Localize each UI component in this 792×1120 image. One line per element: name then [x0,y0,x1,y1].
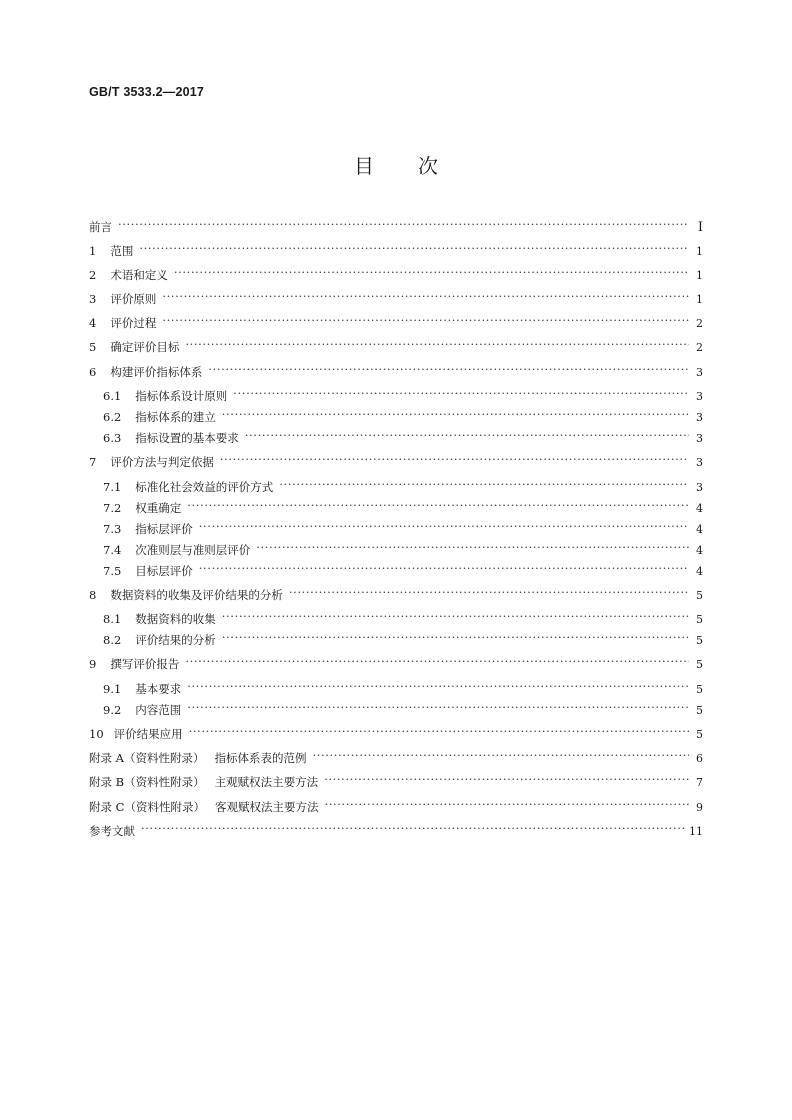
dot-leader [187,680,689,698]
toc-entry[interactable] [103,387,703,405]
toc-entry[interactable] [103,701,703,719]
toc-entry-title: 数据资料的收集 [135,612,216,626]
toc-entry-number: 6.2 [103,410,122,424]
dot-leader [187,701,689,719]
toc-entry-title: 数据资料的收集及评价结果的分析 [110,588,283,602]
dot-leader [174,266,689,284]
toc-entry-number: 8.2 [103,633,122,647]
toc-entry[interactable] [103,429,703,447]
dot-leader [185,655,689,673]
toc-entry[interactable] [89,266,703,284]
dot-leader [118,218,689,236]
toc-entry-title: 评价原则 [110,292,157,306]
toc-entry-number: 7.4 [103,543,122,557]
dot-leader [324,798,689,816]
toc-entry-title: 评价结果应用 [113,727,183,741]
toc-entry[interactable] [103,478,703,496]
toc-entry-page: 3 [696,431,703,445]
toc-entry-title: 指标体系设计原则 [135,389,228,403]
toc-entry[interactable] [89,586,703,604]
toc-entry-number: 6 [89,365,97,379]
toc-entry[interactable] [89,218,703,236]
dot-leader [289,586,689,604]
toc-entry-page: 5 [696,612,703,626]
toc-entry[interactable] [103,562,703,580]
toc-entry-number: 6.1 [103,389,122,403]
toc-entry-page: 3 [696,389,703,403]
toc-entry[interactable] [89,314,703,332]
toc-entry-number: 6.3 [103,431,122,445]
toc-entry-title: 评价结果的分析 [135,633,216,647]
toc-entry-page: 1 [696,292,703,306]
toc-entry-page: 3 [696,455,703,469]
toc-entry-page: 2 [696,340,703,354]
dot-leader [222,631,689,649]
toc-entry-number: 附录 C（资料性附录） [89,800,205,814]
toc-entry-page: 4 [696,501,703,515]
toc-entry-page: 11 [689,824,703,838]
toc-entry-title: 目标层评价 [135,564,193,578]
dot-leader [141,822,685,840]
toc-entry-title: 撰写评价报告 [110,657,180,671]
toc-entry[interactable] [89,749,703,767]
toc-entry-title: 权重确定 [135,501,182,515]
toc-entry-title: 范围 [110,244,134,258]
toc-entry-title: 主观赋权法主要方法 [214,775,319,789]
toc-entry-number: 4 [89,316,97,330]
toc-entry-page: 3 [696,480,703,494]
dot-leader [208,363,689,381]
toc-entry-number: 7.1 [103,480,122,494]
toc-entry-page: 5 [696,727,703,741]
document-code: GB/T 3533.2—2017 [89,85,205,99]
toc-entry-page: 4 [696,522,703,536]
toc-entry-number: 7.3 [103,522,122,536]
toc-entry[interactable] [103,520,703,538]
toc-entry-page: 7 [696,775,703,789]
dot-leader [220,453,689,471]
dot-leader [189,725,689,743]
toc-entry-title: 指标体系表的范例 [214,751,307,765]
dot-leader [139,242,689,260]
dot-leader [199,562,689,580]
dot-leader [185,338,689,356]
dot-leader [312,749,689,767]
toc-entry[interactable] [89,773,703,791]
toc-entry[interactable] [103,541,703,559]
toc-entry-page: 5 [696,588,703,602]
toc-entry-title: 次准则层与准则层评价 [135,543,251,557]
toc-entry-title: 基本要求 [135,682,182,696]
dot-leader [187,499,689,517]
toc-entry-page: 2 [696,316,703,330]
toc-entry[interactable] [89,290,703,308]
toc-entry-number: 2 [89,268,97,282]
toc-entry-number: 9.1 [103,682,122,696]
toc-entry-number: 7 [89,455,97,469]
toc-entry-page: 1 [696,268,703,282]
toc-entry-page: 5 [696,703,703,717]
toc-entry-page: 4 [696,564,703,578]
toc-entry-page: 9 [696,800,703,814]
toc-entry[interactable] [89,242,703,260]
toc-entry-title: 构建评价指标体系 [110,365,203,379]
title-char-left: 目 [354,154,374,178]
toc-entry-page: 3 [696,365,703,379]
toc-entry-number: 1 [89,244,97,258]
dot-leader [162,290,689,308]
toc-entry-number: 9.2 [103,703,122,717]
toc-entry-number: 5 [89,340,97,354]
toc-entry-number: 7.2 [103,501,122,515]
toc-entry-page: 3 [696,410,703,424]
dot-leader [324,773,689,791]
toc-entry-number: 3 [89,292,97,306]
dot-leader [162,314,689,332]
toc-entry-title: 确定评价目标 [110,340,180,354]
toc-entry[interactable] [89,822,703,840]
toc-entry-title: 术语和定义 [110,268,168,282]
toc-entry-page: 1 [696,244,703,258]
toc-entry-title: 指标设置的基本要求 [135,431,239,445]
toc-entry[interactable] [103,408,703,426]
toc-entry[interactable] [89,655,703,673]
toc-entry-number: 8.1 [103,612,122,626]
dot-leader [245,429,689,447]
toc-entry-title: 前言 [89,220,112,234]
toc-entry-title: 指标层评价 [135,522,193,536]
toc-entry[interactable] [89,453,703,471]
toc-entry[interactable] [103,680,703,698]
dot-leader [222,408,689,426]
toc-entry-title: 客观赋权法主要方法 [214,800,319,814]
toc-entry-number: 附录 A（资料性附录） [89,751,205,765]
toc-entry[interactable] [89,725,703,743]
toc-entry-page: 5 [696,682,703,696]
toc-entry-number: 9 [89,657,97,671]
toc-entry-number: 7.5 [103,564,122,578]
dot-leader [279,478,689,496]
toc-entry-number: 附录 B（资料性附录） [89,775,205,789]
dot-leader [256,541,689,559]
toc-entry[interactable] [103,499,703,517]
toc-entry-page: I [697,219,703,235]
toc-entry[interactable] [89,338,703,356]
toc-entry[interactable] [103,610,703,628]
dot-leader [233,387,689,405]
toc-entry-page: 6 [696,751,703,765]
toc-entry-title: 指标体系的建立 [135,410,216,424]
dot-leader [222,610,689,628]
toc-entry[interactable] [89,363,703,381]
toc-entry-title: 评价方法与判定依据 [110,455,214,469]
toc-entry-number: 10 [89,727,104,741]
toc-entry-number: 8 [89,588,97,602]
toc-entry-title: 参考文献 [89,824,135,838]
toc-entry-page: 5 [696,633,703,647]
toc-entry[interactable] [103,631,703,649]
dot-leader [199,520,689,538]
toc-entry[interactable] [89,798,703,816]
toc-entry-title: 标准化社会效益的评价方式 [135,480,274,494]
toc-entry-page: 4 [696,543,703,557]
page-title [0,150,792,179]
toc-entry-title: 评价过程 [110,316,157,330]
title-char-right: 次 [418,154,438,178]
toc-entry-page: 5 [696,657,703,671]
toc-entry-title: 内容范围 [135,703,182,717]
